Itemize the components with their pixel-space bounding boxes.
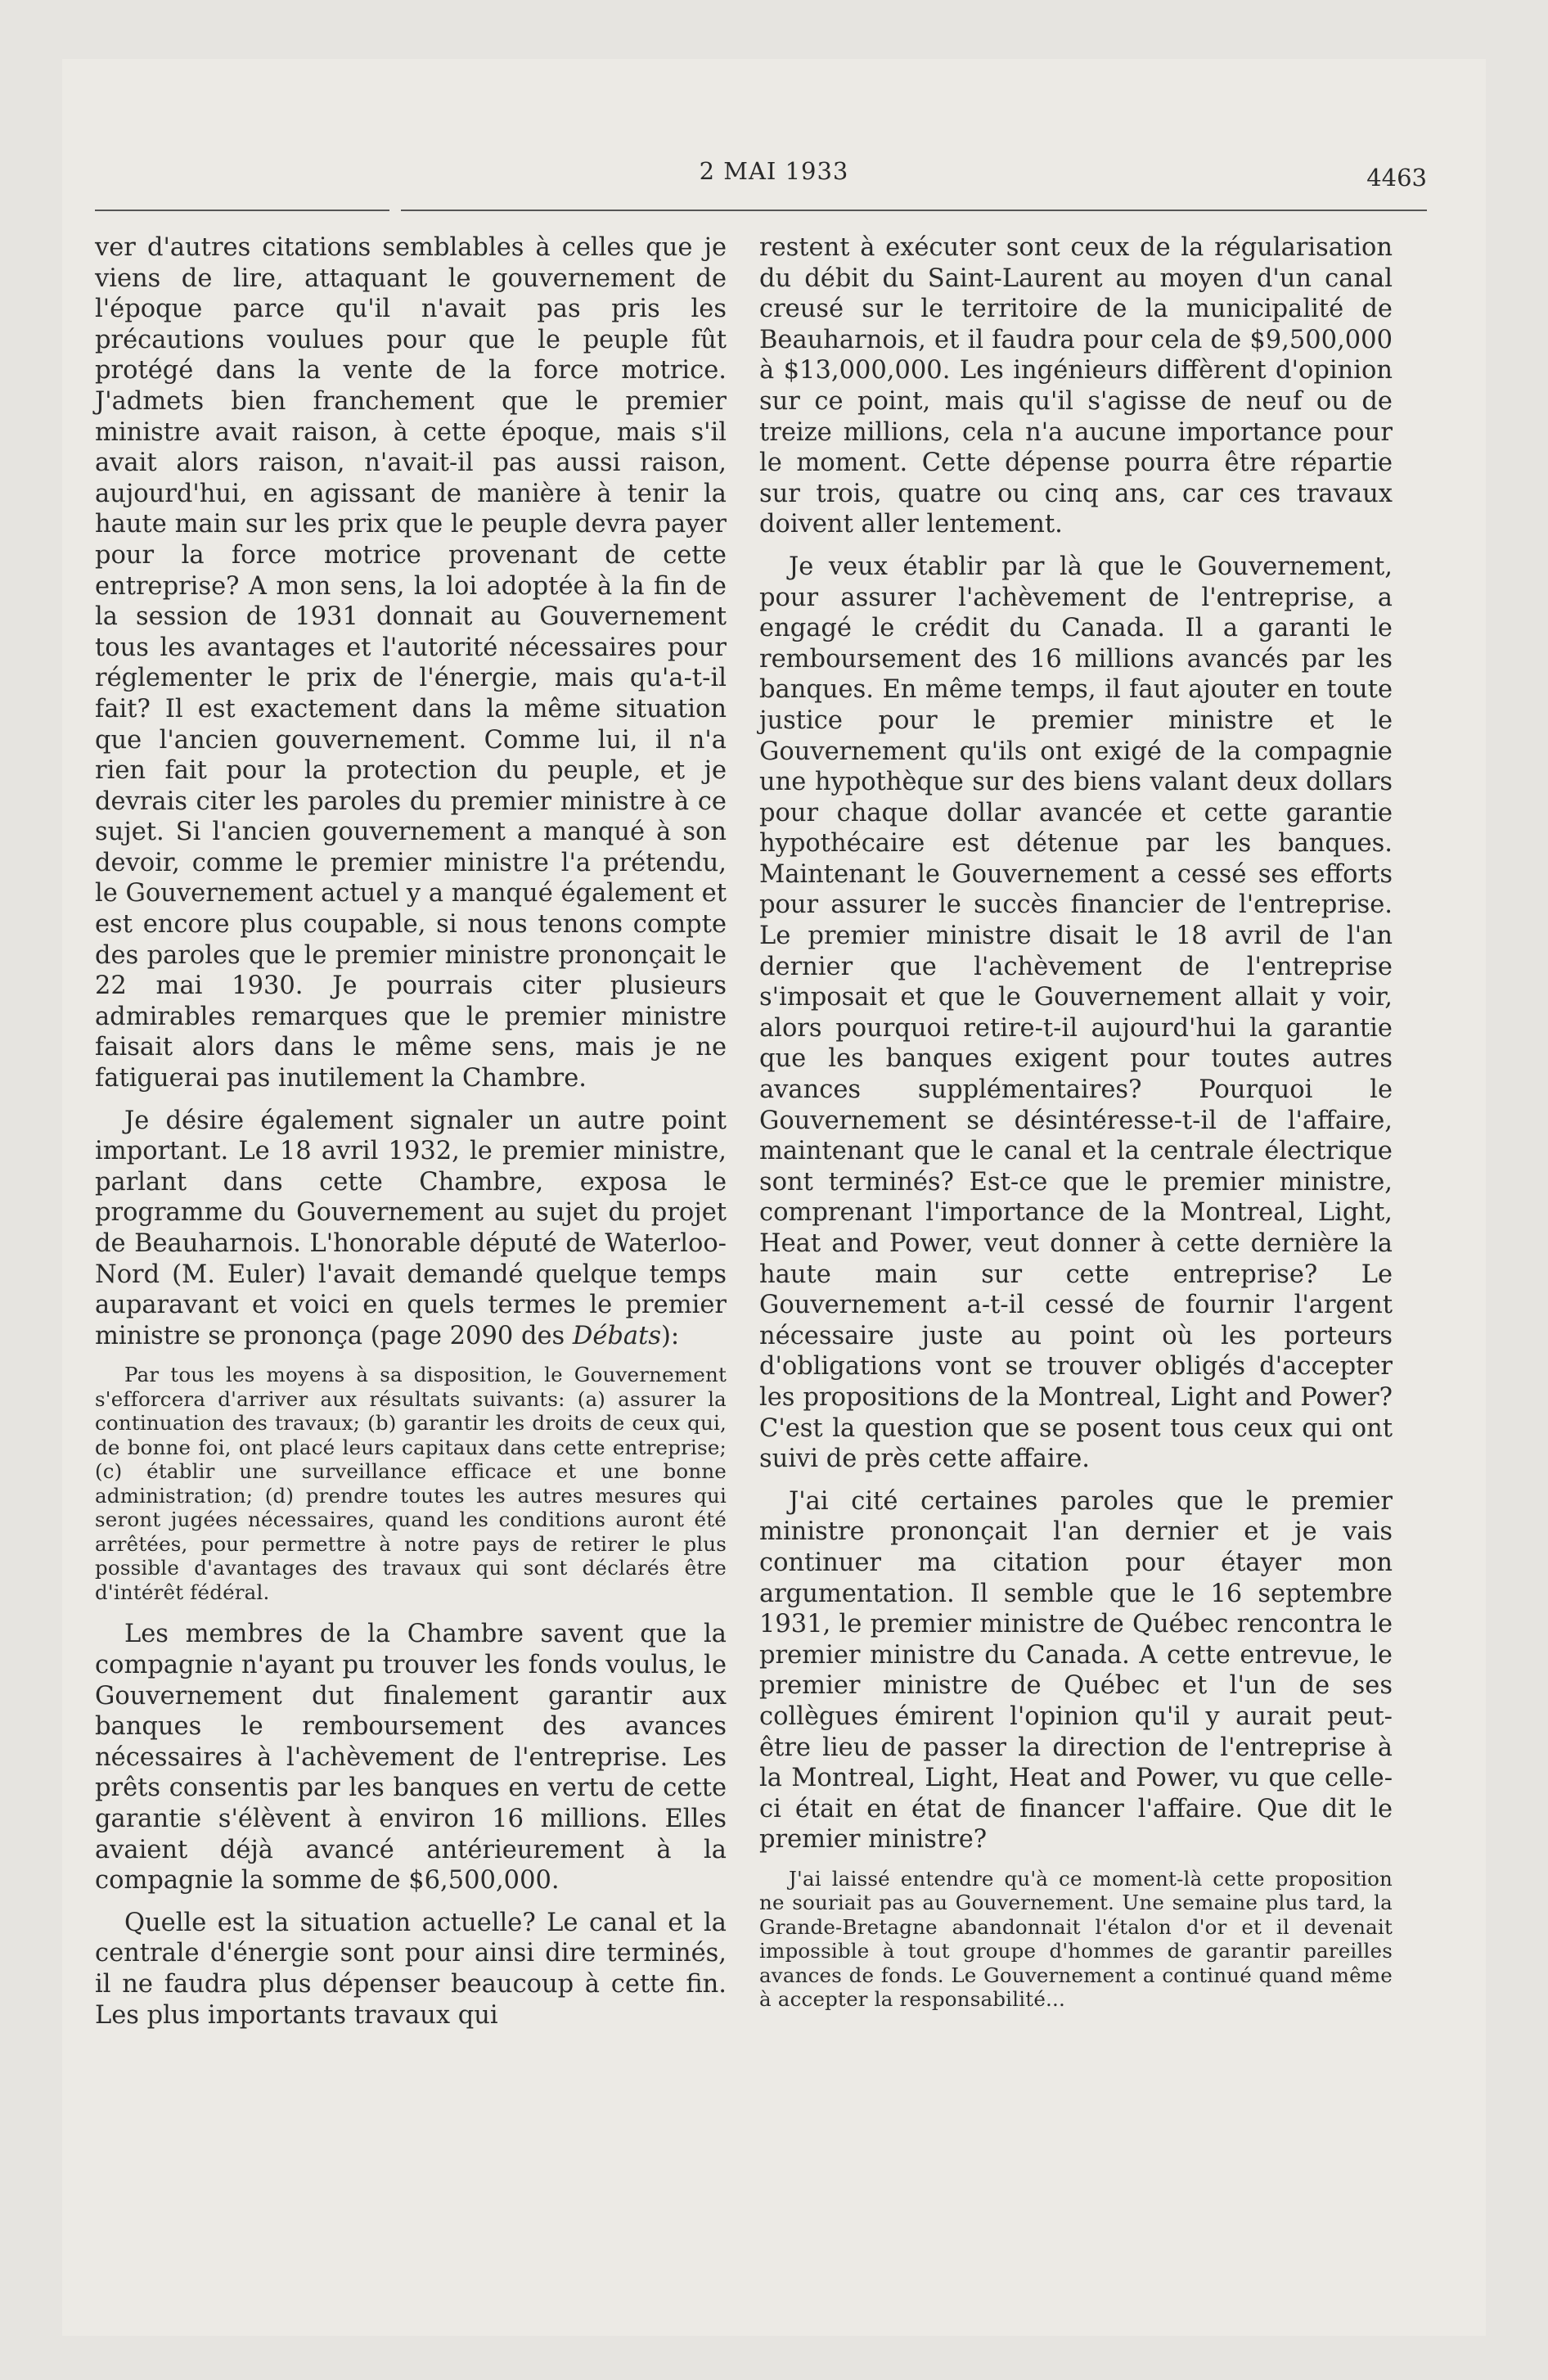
right-paragraph-3: J'ai cité certaines paroles que le premier ministre prononçait l'an dernier et je vais continuer ma citation pour étayer mon argumentation. Il semble que le 16 septembre 1931, le premier ministre de Québec rencontra le premier ministre du Canada. A cette entrevue, le premier ministre de Québec et l'un de ses collègues émirent l'opinion qu'il y aurait peut-être lieu de passer la direction de l'entreprise à la Montreal, Light, Heat and Power, vu que celle-ci était en état de financer l'affaire. Que dit le premier ministre? <box>759 1486 1393 1855</box>
left-paragraph-2-end: ): <box>661 1321 680 1350</box>
debats-italic: Débats <box>572 1321 662 1350</box>
left-paragraph-2-text: Je désire également signaler un autre point important. Le 18 avril 1932, le premier ministre, parlant dans cette Chambre, exposa le programme du Gouvernement au sujet du projet de Beauharnois. L'honorable député de Waterloo-Nord (M. Euler) l'avait demandé quelque temps auparavant et voici en quels termes le premier ministre se prononça (page 2090 des <box>95 1106 727 1350</box>
left-paragraph-3: Les membres de la Chambre savent que la compagnie n'ayant pu trouver les fonds voulus, le Gouvernement dut finalement garantir aux banques le remboursement des avances nécessaires à l'achèvement de l'entreprise. Les prêts consentis par les banques en vertu de cette garantie s'élèvent à environ 16 millions. Elles avaient déjà avancé antérieurement à la compagnie la somme de $6,500,000. <box>95 1620 727 1895</box>
document-page <box>62 59 1486 2336</box>
page-date: 2 MAI 1933 <box>699 157 849 185</box>
right-column <box>759 232 1393 2026</box>
left-paragraph-4: Quelle est la situation actuelle? Le canal et la centrale d'énergie sont pour ainsi dire terminés, il ne faudra plus dépenser beaucoup à cette fin. Les plus importants travaux qui <box>95 1908 727 2030</box>
right-quotation: J'ai laissé entendre qu'à ce moment-là cette proposition ne souriait pas au Gouvernement. Une semaine plus tard, la Grande-Bretagne abandonnait l'étalon d'or et il devenait impossible à tout groupe d'hommes de garantir pareilles avances de fonds. Le Gouvernement a continué quand même à accepter la responsabilité... <box>759 1866 1393 2012</box>
left-column <box>95 232 727 2042</box>
right-paragraph-1: restent à exécuter sont ceux de la régularisation du débit du Saint-Laurent au moyen d'un canal creusé sur le territoire de la municipalité de Beauharnois, et il faudra pour cela de $9,500,000 à $13,000,000. Les ingénieurs diffèrent d'opinion sur ce point, mais qu'il s'agisse de neuf ou de treize millions, cela n'a aucune importance pour le moment. Cette dépense pourra être répartie sur trois, quatre ou cinq ans, car ces travaux doivent aller lentement. <box>759 233 1393 539</box>
page-number: 4463 <box>1366 164 1427 192</box>
header-rule-left <box>95 210 389 211</box>
right-paragraph-2: Je veux établir par là que le Gouvernement, pour assurer l'achèvement de l'entreprise, a engagé le crédit du Canada. Il a garanti le remboursement des 16 millions avancés par les banques. En même temps, il faut ajouter en toute justice pour le premier ministre et le Gouvernement qu'ils ont exigé de la compagnie une hypothèque sur des biens valant deux dollars pour chaque dollar avancée et cette garantie hypothécaire est détenue par les banques. Maintenant le Gouvernement a cessé ses efforts pour assurer le succès financier de l'entreprise. Le premier ministre disait le 18 avril de l'an dernier que l'achèvement de l'entreprise s'imposait et que le Gouvernement allait y voir, alors pourquoi retire-t-il aujourd'hui la garantie que les banques exigent pour toutes autres avances supplémentaires? Pourquoi le Gouvernement se désintéresse-t-il de l'affaire, maintenant que le canal et la centrale électrique sont terminés? Est-ce que le premier ministre, comprenant l'importance de la Montreal, Light, Heat and Power, veut donner à cette dernière la haute main sur cette entreprise? Le Gouvernement a-t-il cessé de fournir l'argent nécessaire juste au point où les porteurs d'obligations vont se trouver obligés d'accepter les propositions de la Montreal, Light and Power? C'est la question que se posent tous ceux qui ont suivi de près cette affaire. <box>759 552 1393 1474</box>
left-quotation: Par tous les moyens à sa disposition, le Gouvernement s'efforcera d'arriver aux résultats suivants: (a) assurer la continuation des travaux; (b) garantir les droits de ceux qui, de bonne foi, ont placé leurs capitaux dans cette entreprise; (c) établir une surveillance efficace et une bonne administration; (d) prendre toutes les autres mesures qui seront jugées nécessaires, quand les conditions auront été arrêtées, pour permettre à notre pays de retirer le plus possible d'avantages des travaux qui sont déclarés être d'intérêt fédéral. <box>95 1363 727 1604</box>
left-paragraph-2 <box>95 1106 727 1352</box>
left-paragraph-1: ver d'autres citations semblables à celles que je viens de lire, attaquant le gouvernement de l'époque parce qu'il n'avait pas pris les précautions voulues pour que le peuple fût protégé dans la vente de la force motrice. J'admets bien franchement que le premier ministre avait raison, à cette époque, mais s'il avait alors raison, n'avait-il pas aussi raison, aujourd'hui, en agissant de manière à tenir la haute main sur les prix que le peuple devra payer pour la force motrice provenant de cette entreprise? A mon sens, la loi adoptée à la fin de la session de 1931 donnait au Gouvernement tous les avantages et l'autorité nécessaires pour réglementer le prix de l'énergie, mais qu'a-t-il fait? Il est exactement dans la même situation que l'ancien gouvernement. Comme lui, il n'a rien fait pour la protection du peuple, et je devrais citer les paroles du premier ministre à ce sujet. Si l'ancien gouvernement a manqué à son devoir, comme le premier ministre l'a prétendu, le Gouvernement actuel y a manqué également et est encore plus coupable, si nous tenons compte des paroles que le premier ministre prononçait le 22 mai 1930. Je pourrais citer plusieurs admirables remarques que le premier ministre faisait alors dans le même sens, mais je ne fatiguerai pas inutilement la Chambre. <box>95 233 727 1093</box>
page-header <box>62 59 1486 206</box>
header-rule-right <box>401 210 1427 211</box>
